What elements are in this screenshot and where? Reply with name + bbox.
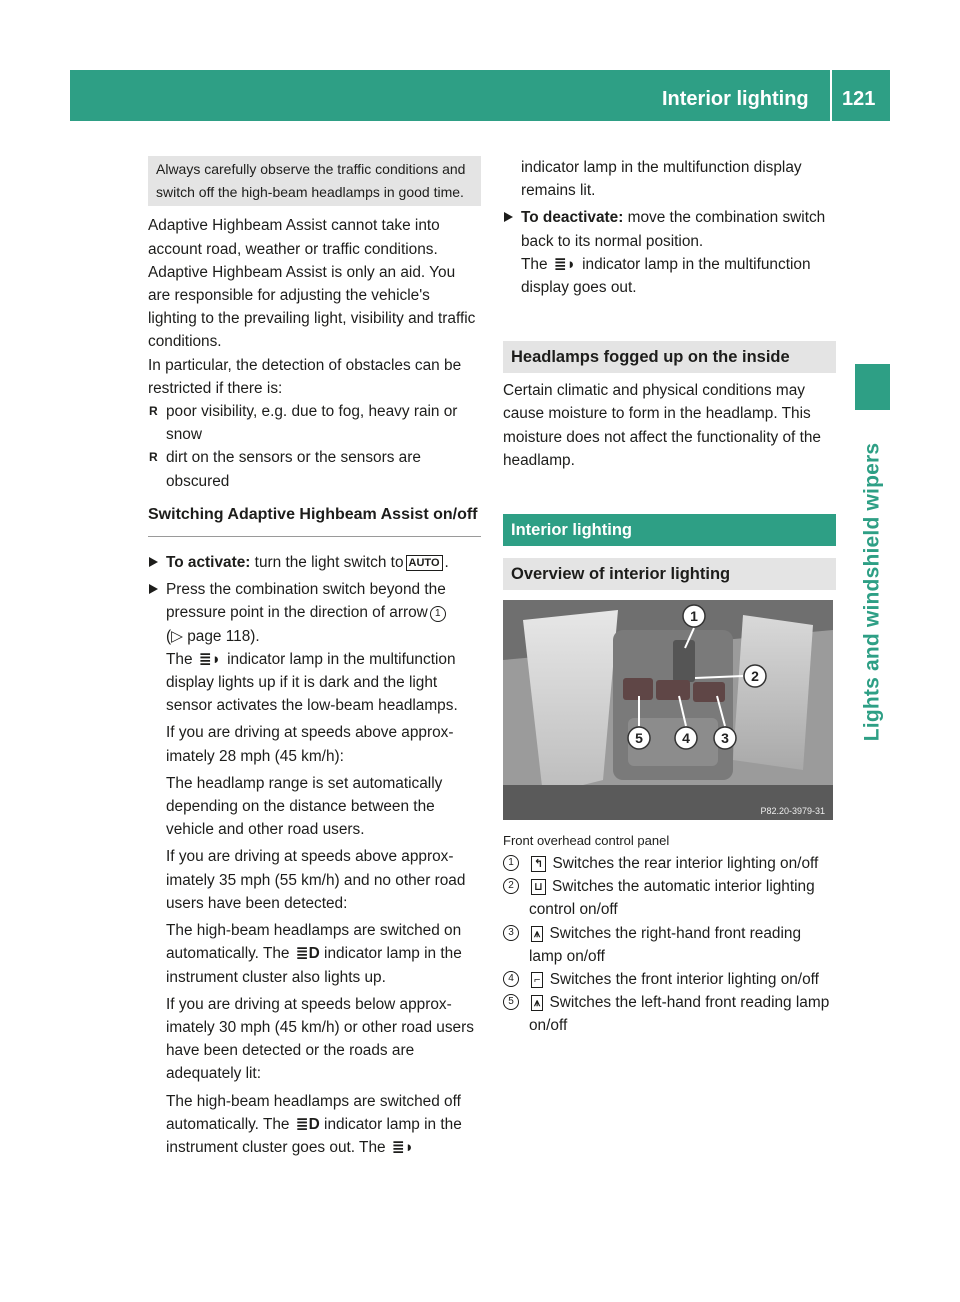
adaptive-highbeam-icon: ≣◗	[553, 255, 577, 273]
step-deactivate	[503, 206, 836, 252]
step-text: turn the light switch to	[254, 554, 404, 572]
section-bar: Overview of interior lighting	[503, 558, 836, 590]
indented-text: The ≣◗ indicator lamp in the multifunction display lights up if it is dark and the light sensor activates the low-beam headlamps.	[148, 648, 481, 718]
section-title: Switching Adaptive Highbeam Assist on/off	[148, 505, 478, 523]
safety-note: Always carefully observe the traffic conditions and switch off the high-beam headlamps in good time.	[148, 156, 481, 206]
step-text: move the combination switch back to its normal position.	[521, 209, 826, 250]
legend-item: 5 ⩚ Switches the left-hand front reading lamp on/off	[503, 991, 836, 1037]
page-number: 121	[842, 88, 876, 110]
right-column	[503, 156, 836, 1038]
legend-item: 4 ⌐ Switches the front interior lighting on/off	[503, 968, 836, 991]
indented-text: The high-beam headlamps are switched on automatically. The ≣D indicator lamp in the instrument cluster also lights up.	[166, 922, 462, 986]
header-separator	[830, 70, 832, 121]
svg-text:2: 2	[751, 668, 759, 685]
callout-1	[683, 605, 705, 627]
high-beam-icon: ≣D	[295, 945, 320, 963]
svg-text:5: 5	[635, 730, 643, 747]
reading-lamp-icon: ⩚	[531, 995, 543, 1011]
step-label: To activate:	[166, 554, 251, 572]
paragraph: Adaptive Highbeam Assist cannot take into account road, weather or traffic conditions.	[148, 217, 440, 258]
list-item: R dirt on the sensors or the sensors are obscured	[148, 446, 481, 492]
indented-text: The ≣◗ indicator lamp in the multifunction display goes out.	[503, 253, 836, 299]
right-lens	[733, 615, 813, 770]
arrow-number-icon: 1	[430, 606, 446, 622]
legend-item: 1 ↰ Switches the rear interior lighting on/off	[503, 852, 836, 875]
automatic-interior-light-icon: ⊔	[531, 879, 546, 895]
paragraph: Certain climatic and physical conditions may cause moisture to form in the headlamp. This moisture does not affect the functionality of the headlamp.	[503, 382, 821, 469]
svg-text:3: 3	[721, 730, 729, 747]
indented-text: If you are driving at speeds above approximately 28 mph (45 km/h):	[166, 724, 454, 765]
section-bar-main: Interior lighting	[503, 514, 836, 546]
indented-text: indicator lamp in the multifunction display remains lit.	[521, 159, 802, 200]
button-3	[693, 682, 725, 702]
step-activate: To activate: turn the light switch to AUTO .	[148, 551, 481, 574]
paragraph: Adaptive Highbeam Assist is only an aid. You are responsible for adjusting the vehicle's lighting to the prevailing light, visibility and traffic conditions.	[148, 263, 476, 351]
overhead-control-panel-image	[503, 600, 833, 820]
left-column	[148, 156, 481, 1159]
legend-item: 2 ⊔ Switches the automatic interior lighting control on/off	[503, 875, 836, 921]
front-interior-light-icon: ⌐	[531, 972, 543, 988]
step-press	[148, 578, 481, 648]
divider	[148, 536, 481, 537]
step-text: Press the combination switch beyond the pressure point in the direction of arrow	[166, 581, 446, 622]
indented-text: The headlamp range is set automatically depending on the distance between the vehicle and other road users.	[166, 774, 443, 839]
callout-5	[628, 727, 650, 749]
high-beam-icon: ≣D	[295, 1115, 320, 1133]
callout-4	[675, 727, 697, 749]
panel-illustration	[503, 600, 833, 820]
step-label: To deactivate:	[521, 209, 624, 227]
button-4	[656, 680, 690, 700]
adaptive-highbeam-icon: ≣◗	[391, 1138, 415, 1156]
reading-lamp-icon: ⩚	[531, 926, 543, 942]
page-title: Interior lighting	[662, 88, 809, 110]
auto-icon: AUTO	[406, 555, 443, 571]
svg-text:4: 4	[682, 730, 690, 747]
adaptive-highbeam-icon: ≣◗	[198, 650, 222, 668]
indented-text: If you are driving at speeds below approximately 30 mph (45 km/h) or other road users have been detected or the roads are adequately lit:	[166, 995, 474, 1083]
list-item: R poor visibility, e.g. due to fog, heavy rain or snow	[148, 400, 481, 446]
callout-3	[714, 727, 736, 749]
svg-text:1: 1	[690, 608, 698, 625]
paragraph: In particular, the detection of obstacles can be restricted if there is:	[148, 356, 462, 397]
legend-item: 3 ⩚ Switches the right-hand front reading lamp on/off	[503, 922, 836, 968]
chapter-label: Lights and windshield wipers	[860, 442, 884, 742]
page-reference: (▷ page 118).	[166, 627, 260, 645]
photo-code: P82.20-3979-31	[760, 806, 825, 817]
chapter-tab	[855, 364, 890, 410]
section-bar: Headlamps fogged up on the inside	[503, 341, 836, 373]
rear-interior-light-icon: ↰	[531, 856, 546, 872]
indented-text: The high-beam headlamps are switched off automatically. The ≣D indicator lamp in the instrument cluster goes out. The ≣◗	[148, 1090, 481, 1160]
callout-2	[744, 665, 766, 687]
indented-text: If you are driving at speeds above approximately 35 mph (55 km/h) and no other road users have been detected:	[166, 848, 466, 912]
button-1	[673, 640, 695, 682]
figure-caption: Front overhead control panel	[503, 833, 670, 849]
